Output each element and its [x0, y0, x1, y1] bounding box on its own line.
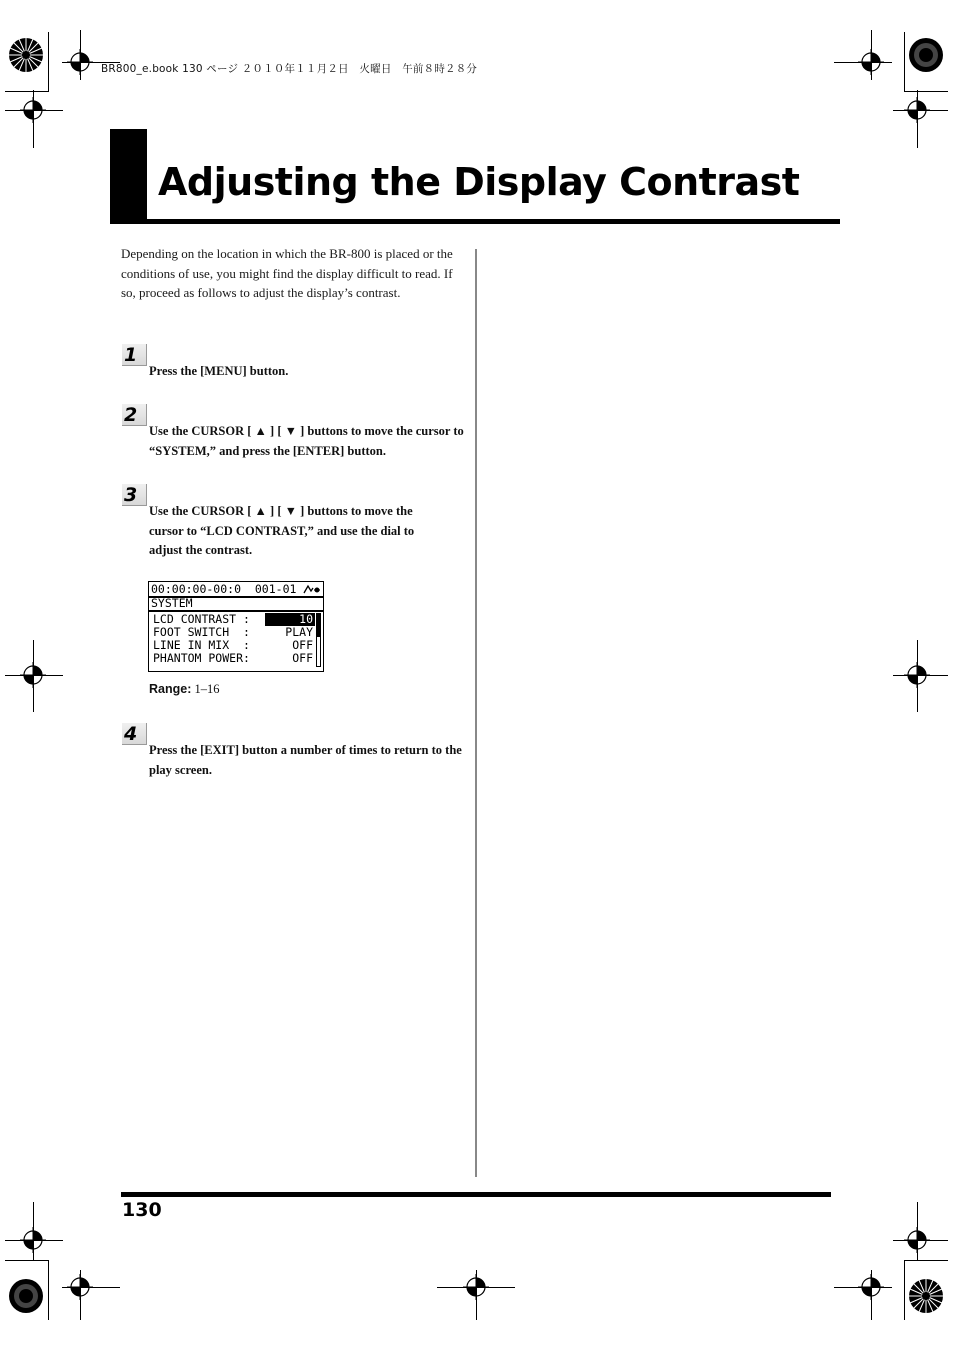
color-target-icon	[6, 1276, 46, 1316]
lcd-row-lcd-contrast: LCD CONTRAST :	[153, 612, 250, 626]
registration-mark-icon	[858, 1274, 884, 1300]
page-number: 130	[122, 1199, 162, 1221]
step-4-text: Press the [EXIT] button a number of times to return to the play screen.	[149, 743, 462, 777]
registration-mark-icon	[20, 662, 46, 688]
registration-mark-icon	[20, 97, 46, 123]
registration-mark-icon	[463, 1274, 489, 1300]
range-label: Range:	[149, 682, 192, 696]
lcd-status-row	[151, 583, 296, 596]
lcd-screen	[148, 581, 324, 672]
registration-mark-icon	[858, 49, 884, 75]
lcd-time: 00:00:00-00:0	[151, 582, 242, 596]
color-target-icon	[906, 1276, 946, 1316]
lcd-scrollbar	[316, 613, 321, 667]
registration-mark-icon	[67, 1274, 93, 1300]
range-value: 1–16	[194, 682, 220, 696]
step-number-3: 3	[122, 484, 147, 506]
lcd-phantom-power-value: OFF	[292, 651, 313, 665]
lcd-row-phantom-power: PHANTOM POWER:	[153, 651, 250, 665]
registration-mark-icon	[904, 662, 930, 688]
step-number-2: 2	[122, 404, 147, 426]
lcd-row-line-in-mix: LINE IN MIX :	[153, 638, 250, 652]
metronome-icon	[303, 584, 321, 595]
lcd-menu-title: SYSTEM	[151, 596, 193, 610]
lcd-row-foot-switch: FOOT SWITCH :	[153, 625, 250, 639]
color-target-icon	[6, 35, 46, 75]
column-divider	[475, 249, 477, 1177]
registration-mark-icon	[904, 1227, 930, 1253]
step-3-text: Use the CURSOR [ ▲ ] [ ▼ ] buttons to move the cursor to “LCD CONTRAST,” and use the dial to adjust the contrast.	[149, 504, 415, 557]
lcd-foot-switch-value: PLAY	[285, 625, 313, 639]
step-number-1: 1	[122, 344, 147, 366]
step-1-text: Press the [MENU] button.	[149, 364, 289, 378]
page-title: Adjusting the Display Contrast	[158, 160, 800, 204]
print-header: BR800_e.book 130 ページ ２０１０年１１月２日 火曜日 午前８時２８分	[101, 63, 478, 75]
step-2-text: Use the CURSOR [ ▲ ] [ ▼ ] buttons to move the cursor to “SYSTEM,” and press the [ENTER] button.	[149, 424, 464, 458]
title-rule	[110, 219, 840, 224]
registration-mark-icon	[20, 1227, 46, 1253]
footer-rule	[121, 1192, 831, 1197]
lcd-line-in-mix-value: OFF	[292, 638, 313, 652]
title-block-bar	[110, 129, 147, 223]
registration-mark-icon	[67, 49, 93, 75]
color-target-icon	[906, 35, 946, 75]
intro-paragraph: Depending on the location in which the BR-800 is placed or the conditions of use, you might find the display difficult to read. If so, proceed as follows to adjust the display’s contrast.	[121, 246, 453, 300]
step-number-4: 4	[122, 723, 147, 745]
range-note	[149, 682, 220, 697]
registration-mark-icon	[904, 97, 930, 123]
lcd-contrast-value: 10	[265, 613, 315, 626]
lcd-scrollbar-thumb	[317, 614, 320, 637]
lcd-measure: 001-01	[254, 582, 297, 596]
